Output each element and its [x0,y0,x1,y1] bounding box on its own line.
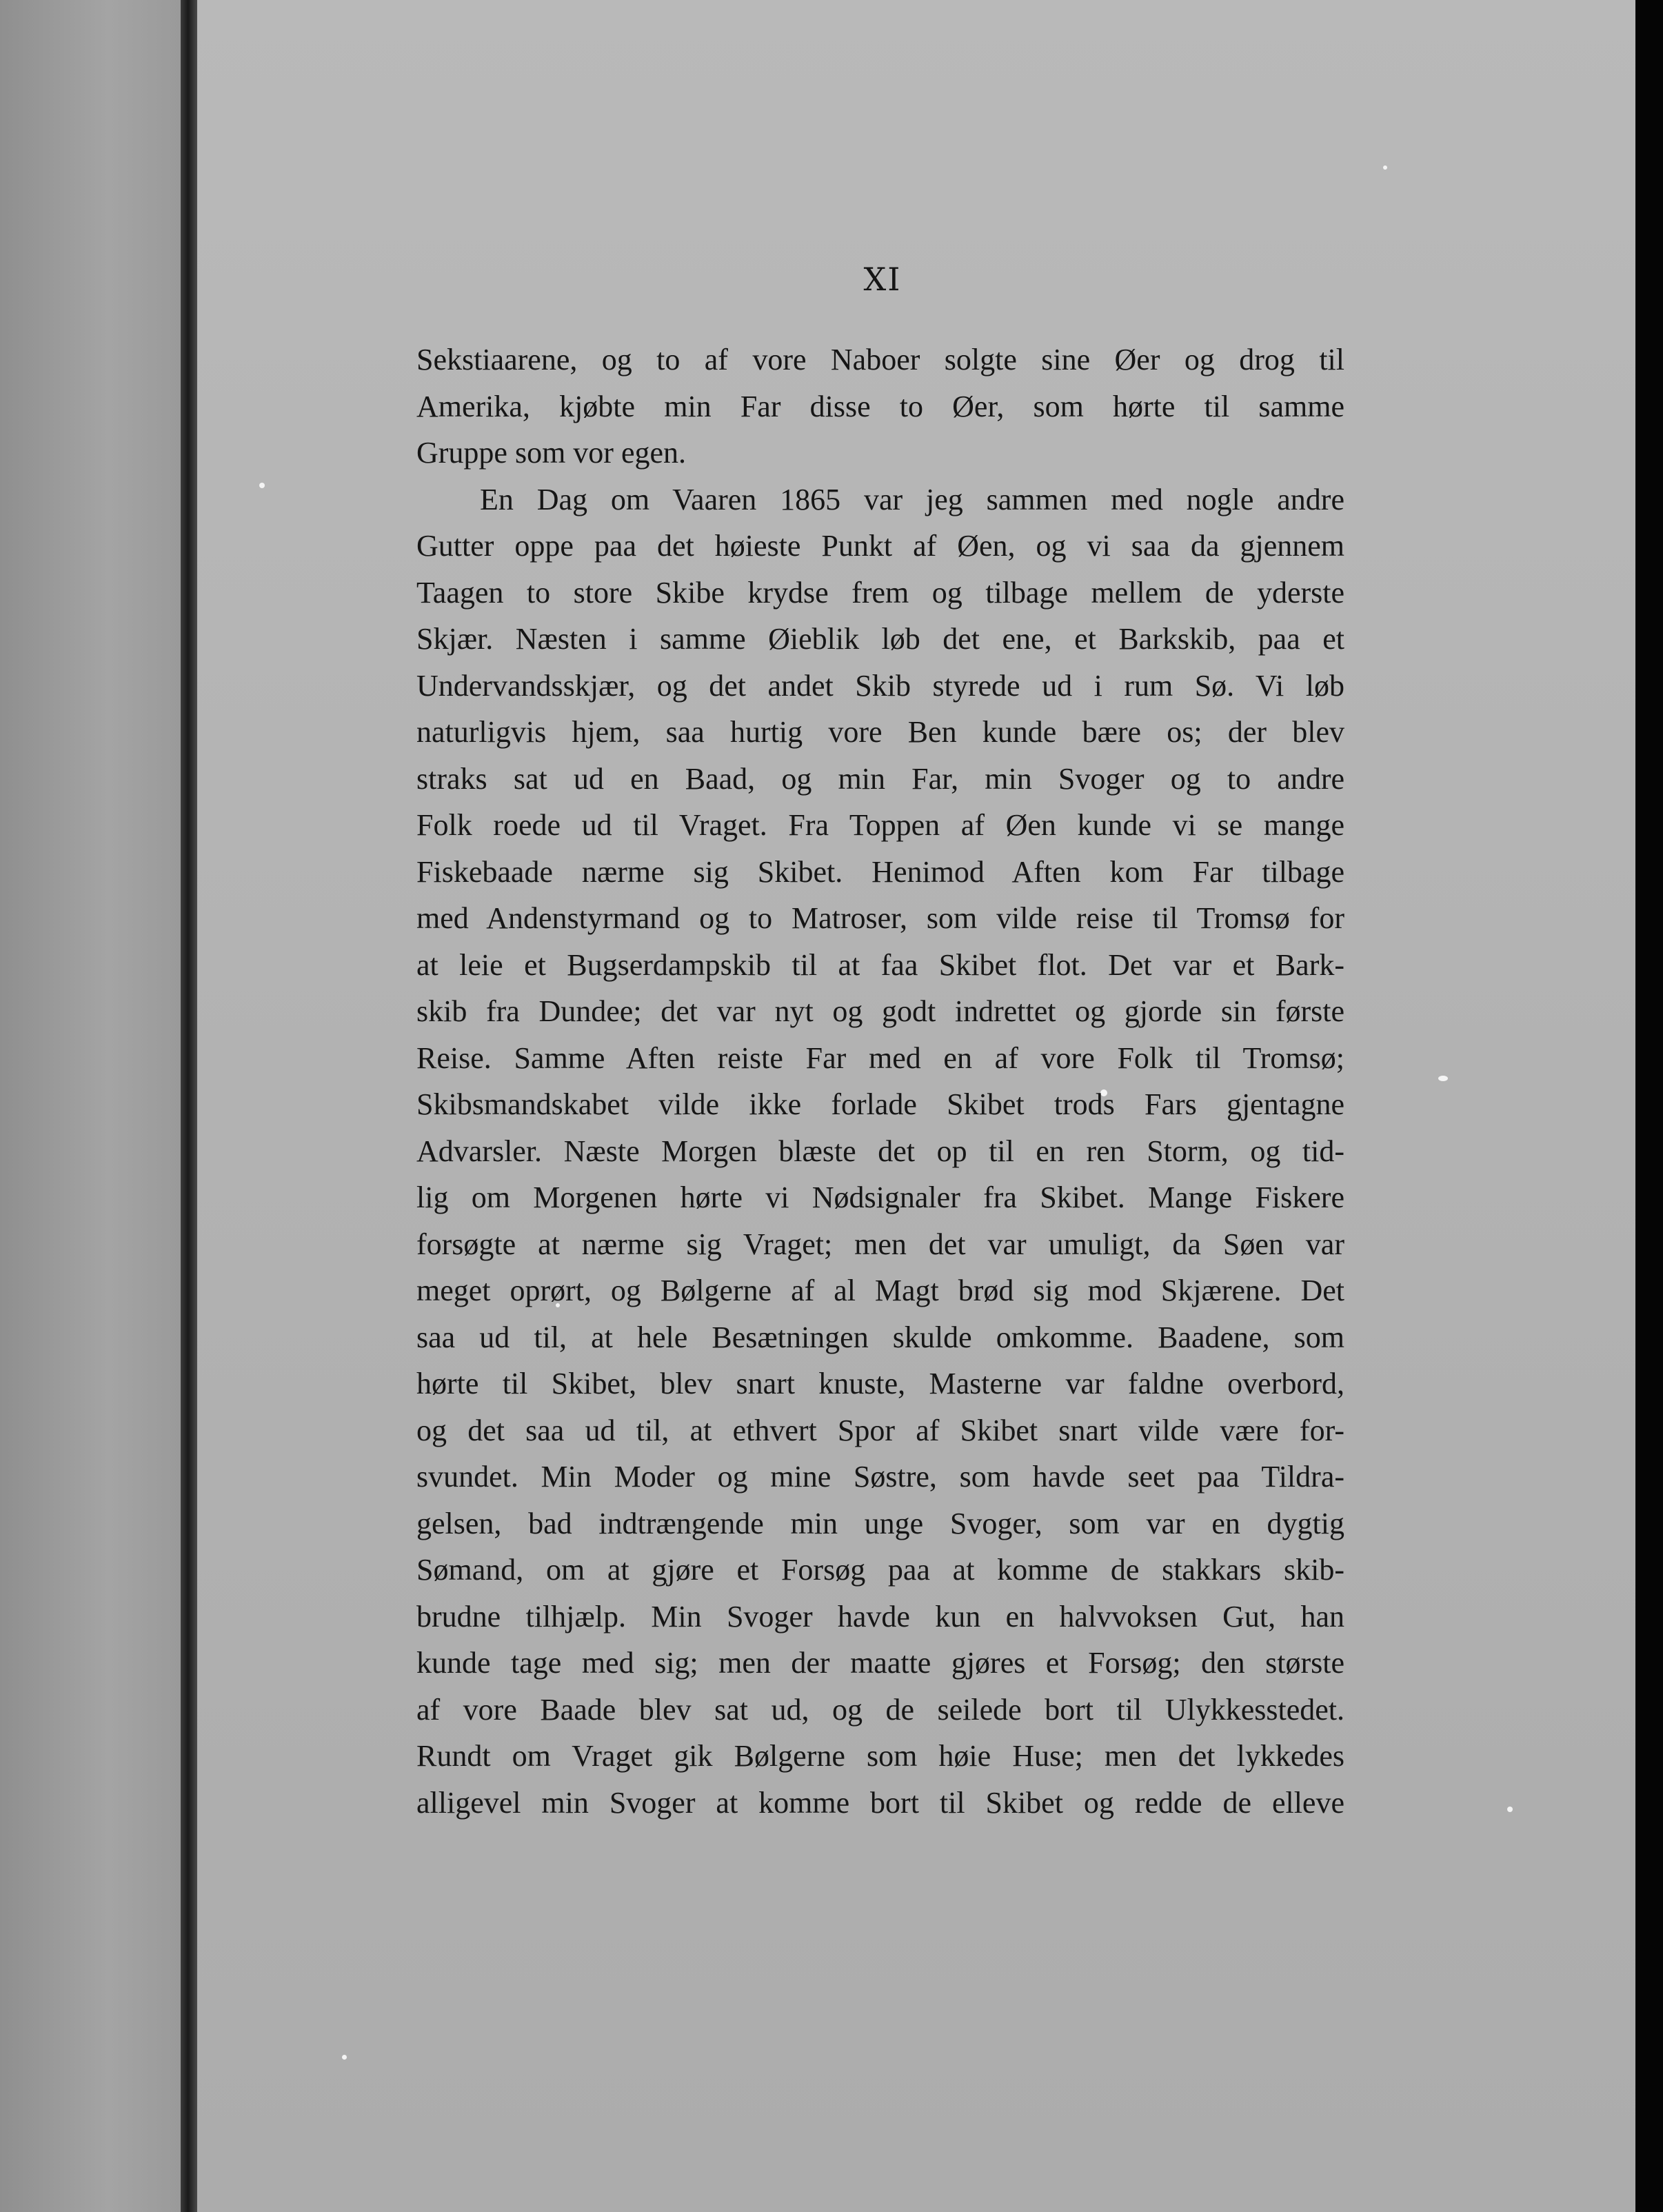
text-line: Folk roede ud til Vraget. Fra Toppen af Øen kunde vi se mange [416,808,1344,842]
text-line: alligevel min Svoger at komme bort til Skibet og redde de elleve [416,1785,1344,1820]
text-line: at leie et Bugserdampskib til at faa Skibet flot. Det var et Bark- [416,947,1344,982]
text-line: straks sat ud en Baad, og min Far, min Svoger og to andre [416,761,1344,796]
dust-speck [1438,1076,1448,1081]
text-line: forsøgte at nærme sig Vraget; men det var umuligt, da Søen var [416,1227,1344,1261]
text-line: med Andenstyrmand og to Matroser, som vilde reise til Tromsø for [416,901,1344,935]
text-line: Skibsmandskabet vilde ikke forlade Skibet trods Fars gjentagne [416,1087,1344,1121]
text-line: Sømand, om at gjøre et Forsøg paa at komme de stakkars skib- [416,1553,1344,1587]
text-line: af vore Baade blev sat ud, og de seilede bort til Ulykkesstedet. [416,1692,1344,1727]
text-line: lig om Morgenen hørte vi Nødsignaler fra Skibet. Mange Fiskere [416,1180,1344,1214]
text-line: Advarsler. Næste Morgen blæste det op til en ren Storm, og tid- [416,1134,1344,1168]
text-line: svundet. Min Moder og mine Søstre, som havde seet paa Tildra- [416,1460,1344,1494]
text-line: Gruppe som vor egen. [416,436,687,470]
text-line: saa ud til, at hele Besætningen skulde omkomme. Baadene, som [416,1320,1344,1354]
text-line: Skjær. Næsten i samme Øieblik løb det ene, et Barkskib, paa et [416,622,1344,656]
text-line: skib fra Dundee; det var nyt og godt indrettet og gjorde sin første [416,994,1344,1028]
text-line: meget oprørt, og Bølgerne af al Magt brød sig mod Skjærene. Det [416,1274,1344,1307]
text-line: Sekstiaarene, og to af vore Naboer solgte sine Øer og drog til [416,343,1344,376]
text-line: og det saa ud til, at ethvert Spor af Skibet snart vilde være for- [416,1413,1344,1447]
text-line: Rundt om Vraget gik Bølgerne som høie Huse; men det lykkedes [416,1739,1344,1773]
scan-border [1635,0,1663,2212]
text-line: En Dag om Vaaren 1865 var jeg sammen med nogle andre [480,482,1344,516]
dust-speck [342,2055,347,2060]
text-line: gelsen, bad indtrængende min unge Svoger, som var en dygtig [416,1506,1344,1540]
paragraph [416,336,1344,476]
body-text [416,336,1344,1826]
text-line: Gutter oppe paa det høieste Punkt af Øen, og vi saa da gjennem [416,529,1344,563]
text-line: Reise. Samme Aften reiste Far med en af vore Folk til Tromsø; [416,1040,1344,1075]
text-line: Fiskebaade nærme sig Skibet. Henimod Aften kom Far tilbage [416,854,1344,889]
text-line: Undervandsskjær, og det andet Skib styrede ud i rum Sø. Vi løb [416,668,1344,703]
dust-speck [1383,165,1387,170]
text-line: Amerika, kjøbte min Far disse to Øer, som hørte til samme [416,389,1344,423]
text-line: kunde tage med sig; men der maatte gjøres et Forsøg; den største [416,1646,1344,1680]
text-line: naturligvis hjem, saa hurtig vore Ben kunde bære os; der blev [416,715,1344,749]
dust-speck [1507,1807,1513,1812]
dust-speck [259,483,265,488]
facing-page-edge [0,0,181,2212]
page-number: XI [863,261,902,298]
text-line: Taagen to store Skibe krydse frem og tilbage mellem de yderste [416,575,1344,610]
text-line: brudne tilhjælp. Min Svoger havde kun en halvvoksen Gut, han [416,1599,1344,1633]
text-line: hørte til Skibet, blev snart knuste, Masterne var faldne overbord, [416,1367,1344,1400]
book-gutter [181,0,197,2212]
paragraph [416,476,1344,1827]
